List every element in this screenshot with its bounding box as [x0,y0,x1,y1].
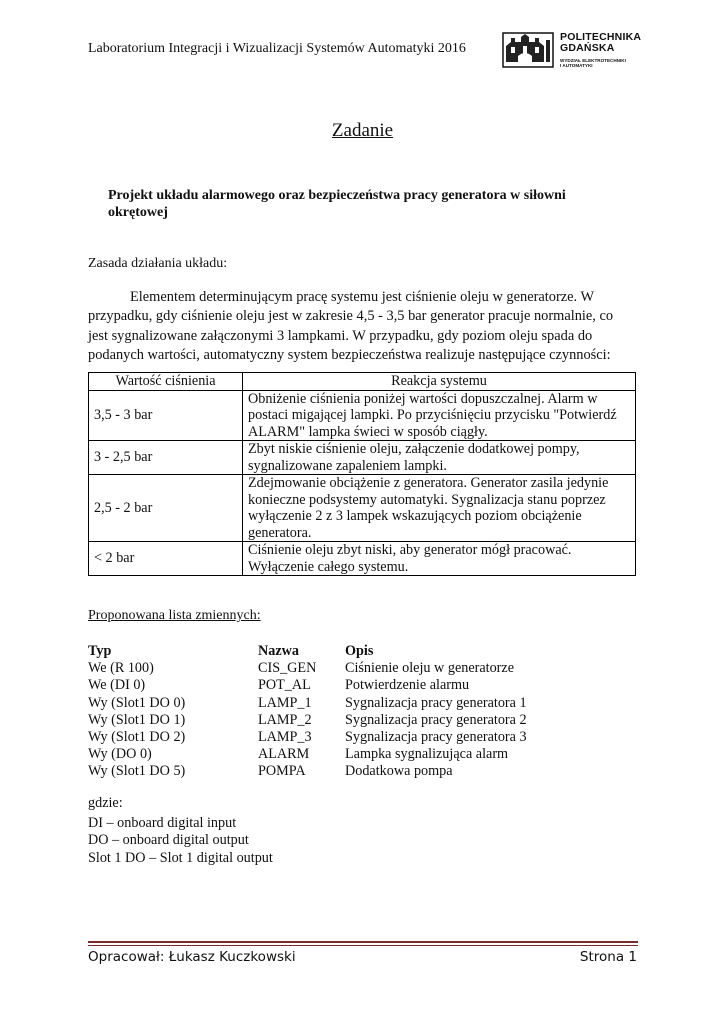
var-type: Wy (Slot1 DO 2) [88,729,186,746]
variables-table [88,643,595,781]
column-header-name: Nazwa [258,643,299,659]
var-name: POT_AL [258,677,311,694]
reaction-table-header [89,373,636,391]
legend-line: Slot 1 DO – Slot 1 digital output [88,849,273,866]
university-logo [502,30,642,74]
logo-line2: GDAŃSKA [560,42,615,54]
column-header-pressure: Wartość ciśnienia [89,373,243,391]
system-reaction: Obniżenie ciśnienia poniżej wartości dopuszczalnej. Alarm w postaci migającej lampki. Po przyciśnięciu przycisku "Potwierdź ALARM" lampka świeci w sposób ciągły. [243,390,636,441]
var-description: Sygnalizacja pracy generatora 3 [345,729,527,746]
table-row [88,660,595,677]
column-header-description: Opis [345,643,374,659]
var-name: LAMP_1 [258,694,312,711]
table-row [89,542,636,576]
legend-title: gdzie: [88,795,123,811]
table-row [89,390,636,441]
principle-label: Zasada działania układu: [88,256,228,271]
table-row [88,729,595,746]
var-description: Potwierdzenie alarmu [345,677,470,694]
legend-line: DI – onboard digital input [88,815,237,832]
legend-line: DO – onboard digital output [88,832,249,849]
var-description: Ciśnienie oleju w generatorze [345,660,515,677]
logo-line1: POLITECHNIKA [560,31,642,43]
system-reaction: Zdejmowanie obciążenie z generatora. Generator zasila jedynie konieczne podsystemy automatyki. Sygnalizacja stanu poprzez wyłączenie 2 z 3 lampek wskazujących poziom obciążenie generatora. [243,475,636,542]
pressure-range: 3,5 - 3 bar [89,390,243,441]
var-name: CIS_GEN [258,660,317,677]
header-title: Laboratorium Integracji i Wizualizacji Systemów Automatyki 2016 [88,41,466,56]
var-name: POMPA [258,763,306,780]
table-row [88,763,595,780]
column-header-reaction: Reakcja systemu [243,373,636,391]
var-type: We (R 100) [88,660,154,677]
var-description: Sygnalizacja pracy generatora 2 [345,711,527,728]
var-type: Wy (DO 0) [88,746,152,763]
table-row [89,475,636,542]
pressure-range: < 2 bar [89,542,243,576]
var-name: LAMP_3 [258,729,312,746]
var-description: Sygnalizacja pracy generatora 1 [345,694,527,711]
intro-paragraph: Elementem determinującym pracę systemu jest ciśnienie oleju w generatorze. W przypadku, gdy ciśnienie oleju jest w zakresie 4,5 - 3,5 bar generator pracuje normalnie, co jest sygnalizowane załączonymi 3 lampkami. W przypadku, gdy poziom oleju spada do podanych wartości, automatyczny system bezpieczeństwa realizuje następujące czynności: [88,289,614,364]
pressure-range: 2,5 - 2 bar [89,475,243,542]
table-row [88,695,595,712]
footer-divider [88,941,638,943]
var-type: Wy (Slot1 DO 0) [88,694,186,711]
logo-sub1: WYDZIAŁ ELEKTROTECHNIKI [560,58,626,63]
page-title: Zadanie [331,120,394,141]
pressure-range: 3 - 2,5 bar [89,441,243,475]
abbreviation-legend [88,795,273,867]
system-reaction: Ciśnienie oleju zbyt niski, aby generator mógł pracować. Wyłączenie całego systemu. [243,542,636,576]
footer-author: Opracował: Łukasz Kuczkowski [88,949,296,965]
project-title: Projekt układu alarmowego oraz bezpieczeństwa pracy generatora w siłowni okrętowej [108,188,566,220]
var-name: LAMP_2 [258,711,312,728]
column-header-type: Typ [88,643,112,659]
footer-page-number: Strona 1 [579,949,637,965]
variables-label: Proponowana lista zmiennych: [88,608,261,623]
var-type: Wy (Slot1 DO 1) [88,711,186,728]
var-type: We (DI 0) [88,677,146,694]
table-row [88,746,595,763]
system-reaction: Zbyt niskie ciśnienie oleju, załączenie dodatkowej pompy, sygnalizowane zapaleniem lampki. [243,441,636,475]
var-type: Wy (Slot1 DO 5) [88,763,186,780]
table-row [89,441,636,475]
table-row [88,712,595,729]
crest-icon [502,32,554,68]
var-name: ALARM [258,746,310,763]
var-description: Dodatkowa pompa [345,763,453,780]
table-row [88,677,595,694]
variables-table-header [88,643,595,660]
reaction-table [88,372,636,576]
logo-sub2: I AUTOMATYKI [560,63,593,68]
footer-divider-thin [88,945,638,946]
var-description: Lampka sygnalizująca alarm [345,746,509,763]
